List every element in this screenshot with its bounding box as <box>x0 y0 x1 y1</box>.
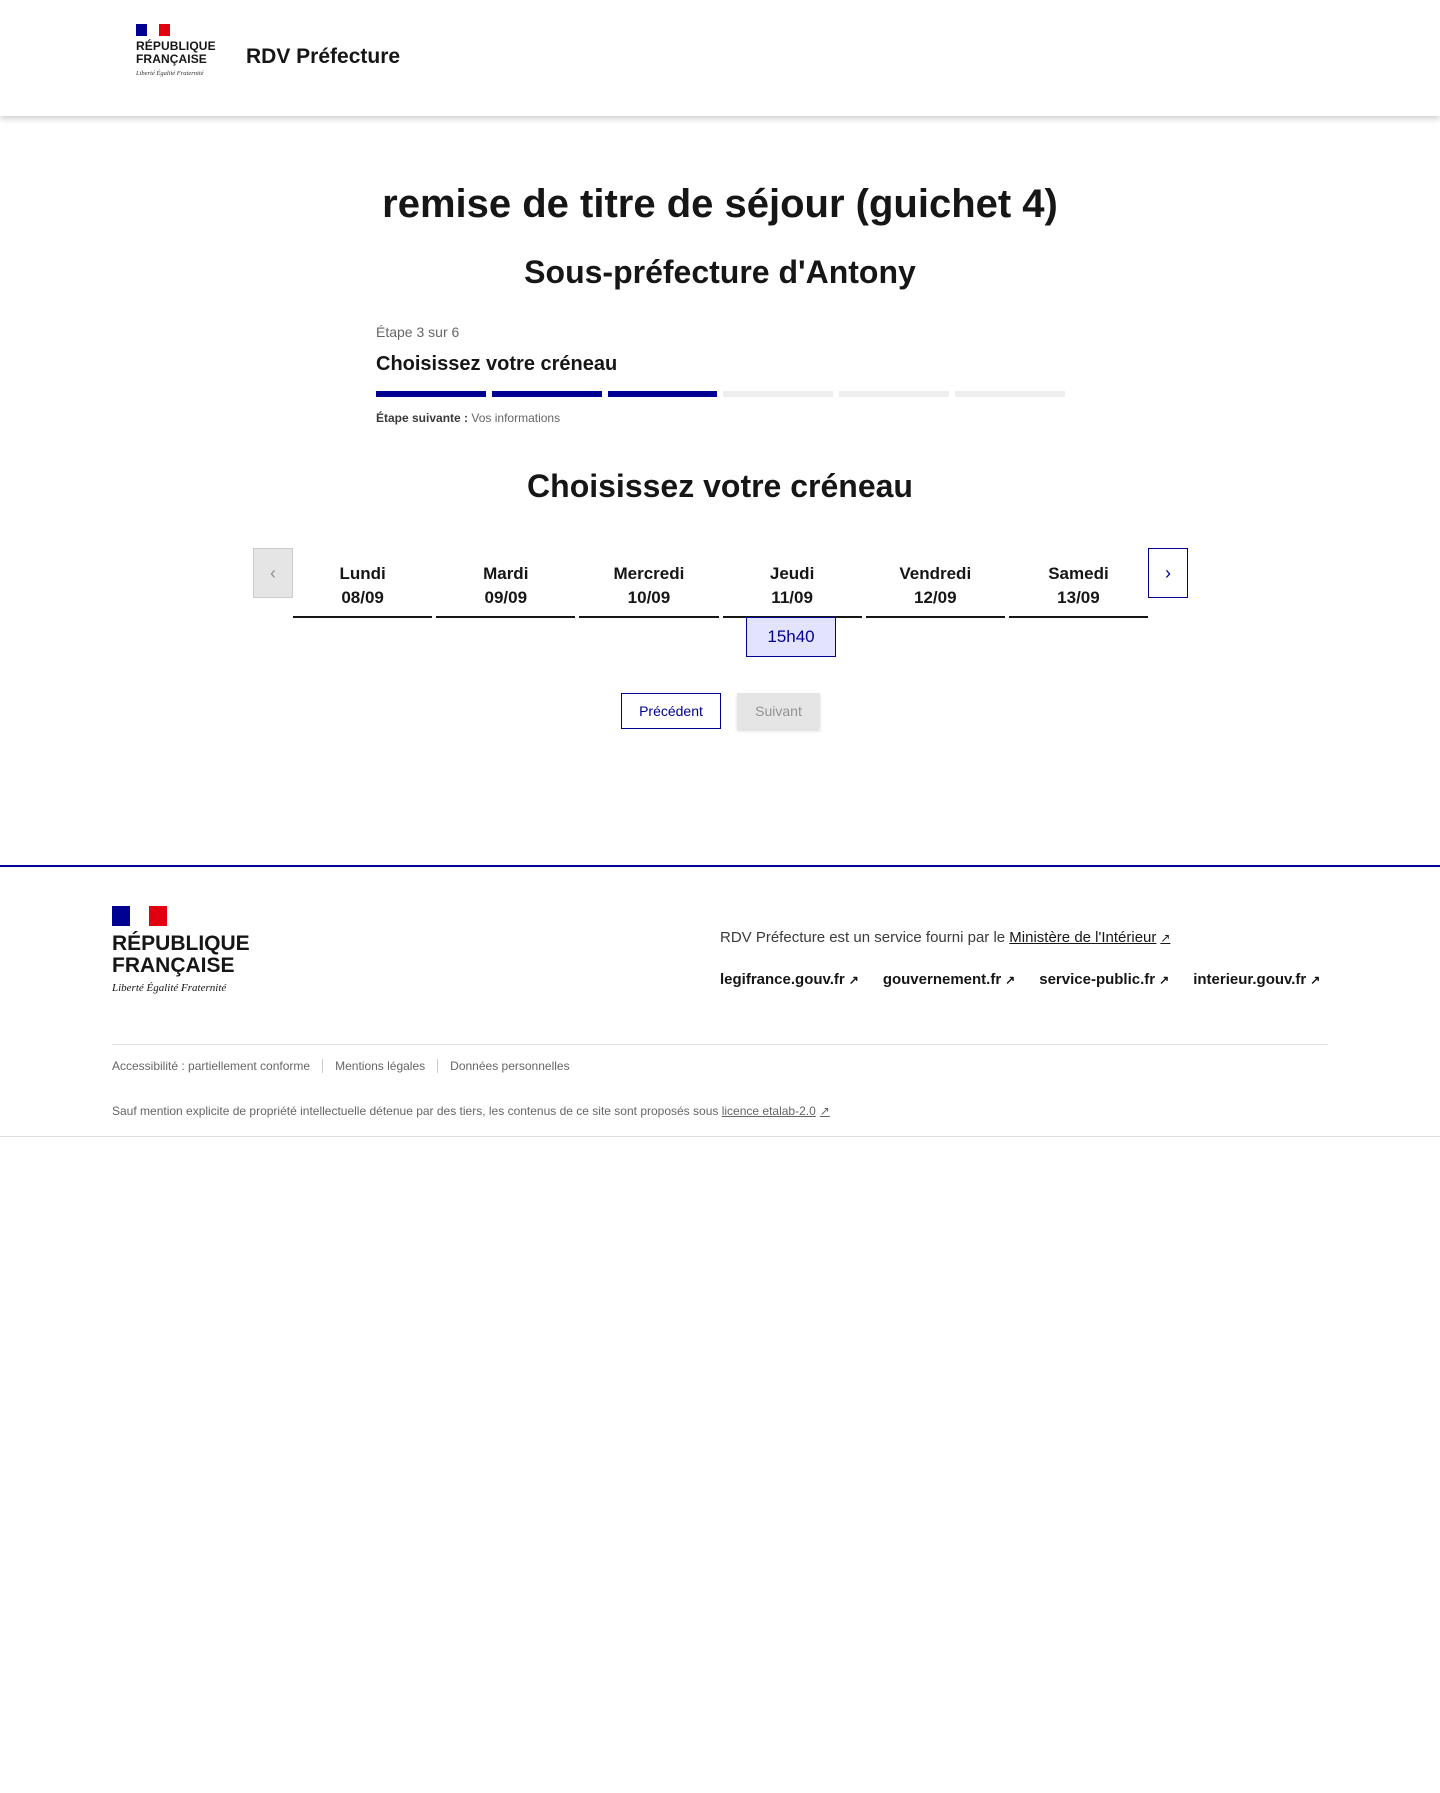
step-bar <box>955 391 1065 397</box>
step-state: Étape 3 sur 6 <box>376 324 460 340</box>
day-date: 11/09 <box>771 588 813 607</box>
step-bar <box>492 391 602 397</box>
footer-description-text: RDV Préfecture est un service fourni par le <box>720 929 1006 946</box>
site-header <box>0 0 1440 116</box>
previous-button[interactable]: Précédent <box>621 693 721 729</box>
footer-bottom-links <box>112 1059 582 1073</box>
step-next-value: Vos informations <box>471 411 561 425</box>
step-progress-bars <box>376 391 1065 397</box>
external-link-icon: ↗ <box>1310 973 1321 987</box>
day-name: Mercredi <box>613 564 685 583</box>
ministere-link[interactable] <box>1009 929 1170 946</box>
licence-text: Sauf mention explicite de propriété intellectuelle détenue par des tiers, les contenus de ce site sont proposés sous <box>112 1104 719 1118</box>
step-bar <box>839 391 949 397</box>
site-footer <box>0 865 1440 1137</box>
step-bar <box>376 391 486 397</box>
day-date: 13/09 <box>1057 588 1100 607</box>
footer-link[interactable] <box>1193 971 1320 988</box>
footer-link-label: legifrance.gouv.fr <box>720 971 845 988</box>
footer-link[interactable] <box>1039 971 1169 988</box>
day-column <box>866 532 1005 618</box>
footer-divider <box>112 1044 1328 1045</box>
step-title: Choisissez votre créneau <box>376 353 618 375</box>
licence-link-label: licence etalab-2.0 <box>721 1104 816 1118</box>
step-next <box>376 411 1065 425</box>
day-name: Mardi <box>483 564 529 583</box>
next-week-button[interactable] <box>1148 548 1188 598</box>
time-slot[interactable]: 15h40 <box>746 617 836 657</box>
day-column <box>579 532 718 618</box>
footer-bottom-link[interactable]: Mentions légales <box>323 1059 438 1073</box>
flag-icon <box>112 906 167 926</box>
footer-logo[interactable] <box>112 906 252 995</box>
step-bar <box>723 391 833 397</box>
day-date: 10/09 <box>627 588 671 607</box>
logo-text: RÉPUBLIQUE FRANÇAISE <box>136 39 216 66</box>
day-name: Jeudi <box>769 564 815 583</box>
step-next-label: Étape suivante : <box>376 411 469 425</box>
logo-motto: Liberté Égalité Fraternité <box>136 70 204 77</box>
footer-logo-text: RÉPUBLIQUE FRANÇAISE <box>112 932 250 977</box>
footer-links <box>720 971 1320 988</box>
footer-link-label: gouvernement.fr <box>882 971 1002 988</box>
day-name: Samedi <box>1048 564 1109 583</box>
footer-link[interactable] <box>720 971 859 988</box>
footer-bottom-link[interactable]: Accessibilité : partiellement conforme <box>112 1059 323 1073</box>
republique-francaise-logo[interactable] <box>136 24 218 77</box>
day-date: 09/09 <box>484 588 528 607</box>
external-link-icon: ↗ <box>819 1104 830 1118</box>
page-subtitle: Sous-préfecture d'Antony <box>524 254 916 290</box>
external-link-icon: ↗ <box>1159 973 1170 987</box>
days-row <box>293 532 1148 618</box>
day-column <box>1009 532 1148 618</box>
slots-title: Choisissez votre créneau <box>527 468 913 504</box>
day-name: Vendredi <box>899 564 972 583</box>
footer-link-label: interieur.gouv.fr <box>1193 971 1307 988</box>
external-link-icon: ↗ <box>848 973 859 987</box>
stepper <box>376 324 1065 425</box>
service-title[interactable]: RDV Préfecture <box>246 45 401 68</box>
footer-logo-motto: Liberté Égalité Fraternité <box>112 982 227 994</box>
previous-week-button[interactable] <box>253 548 293 598</box>
footer-bottom-link[interactable]: Données personnelles <box>450 1059 570 1073</box>
external-link-icon: ↗ <box>1160 931 1171 945</box>
flag-icon <box>136 24 170 36</box>
day-date: 12/09 <box>914 588 957 607</box>
page-title: remise de titre de séjour (guichet 4) <box>382 182 1058 226</box>
chevron-left-icon: ‹ <box>270 562 276 583</box>
step-bar <box>608 391 718 397</box>
external-link-icon: ↗ <box>1005 973 1016 987</box>
day-column <box>723 532 862 618</box>
day-date: 08/09 <box>341 588 384 607</box>
day-column <box>293 532 432 618</box>
footer-licence <box>112 1104 830 1118</box>
footer-link[interactable] <box>883 971 1015 988</box>
day-column <box>436 532 575 618</box>
chevron-right-icon: › <box>1165 562 1171 583</box>
ministere-link-label: Ministère de l'Intérieur <box>1009 929 1157 946</box>
calendar <box>253 532 1188 607</box>
footer-link-label: service-public.fr <box>1039 971 1156 988</box>
next-button[interactable]: Suivant <box>737 693 820 729</box>
day-name: Lundi <box>339 564 386 583</box>
footer-description <box>720 929 1170 946</box>
licence-link[interactable] <box>722 1104 830 1118</box>
